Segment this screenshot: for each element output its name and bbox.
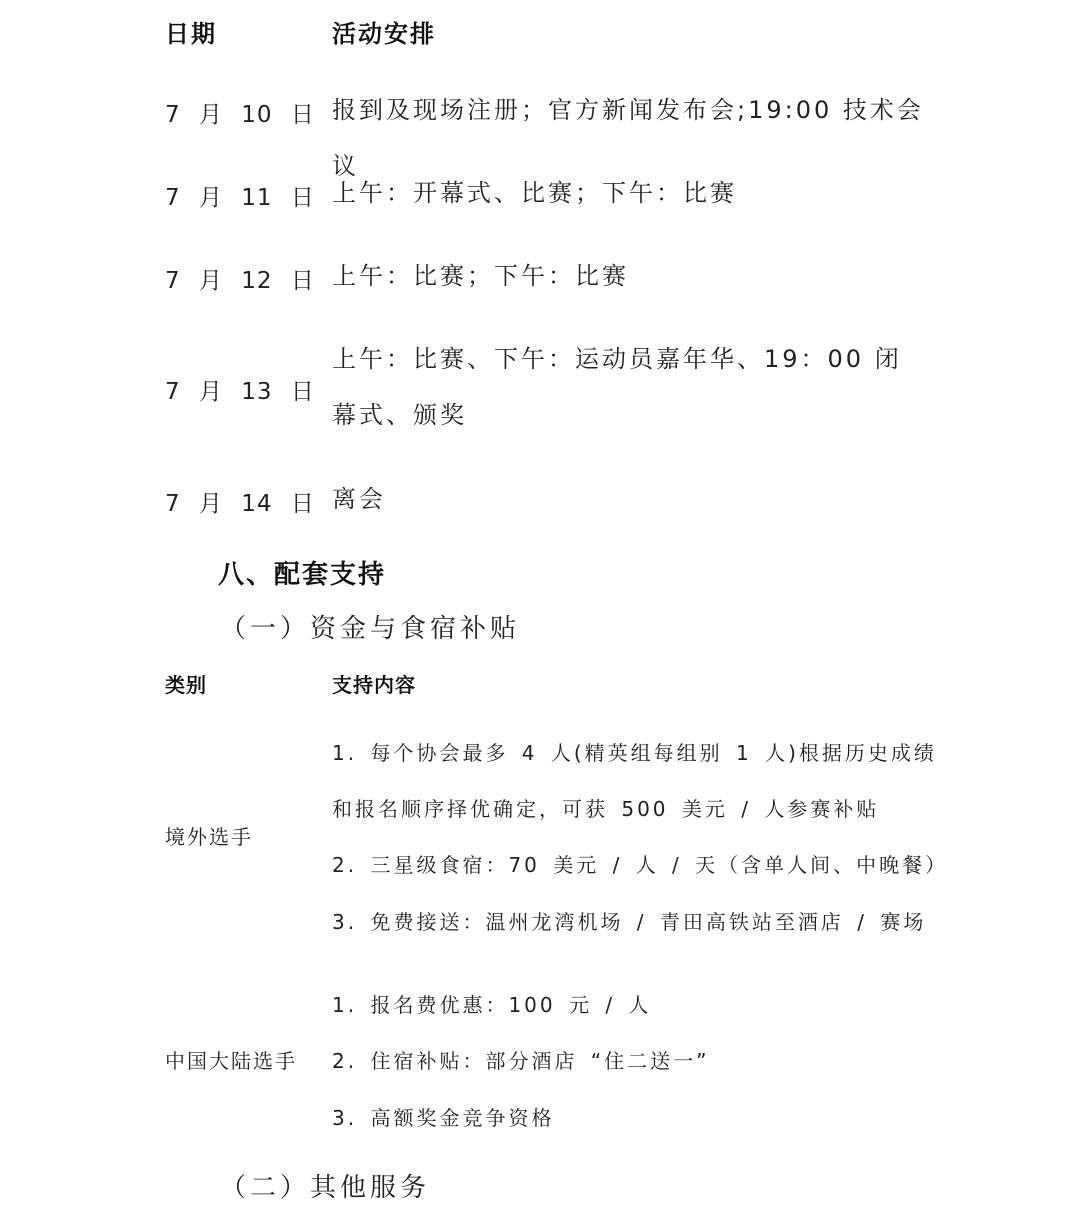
support-item: 1. 报名费优惠：100 元 / 人	[332, 993, 652, 1017]
schedule-row-activity: 上午：比赛、下午：运动员嘉年华、19：00 闭幕式、颁奖	[332, 345, 902, 429]
support-item: 2. 三星级食宿：70 美元 / 人 / 天（含单人间、中晚餐）	[332, 853, 949, 877]
support-item: 3. 高额奖金竞争资格	[332, 1106, 555, 1130]
support-header-content: 支持内容	[332, 673, 416, 697]
schedule-row-date: 7 月 10 日	[165, 102, 315, 128]
schedule-row-date: 7 月 14 日	[165, 491, 315, 517]
support-item: 2. 住宿补贴：部分酒店 “住二送一”	[332, 1049, 710, 1073]
support-item: 3. 免费接送：温州龙湾机场 / 青田高铁站至酒店 / 赛场	[332, 910, 927, 934]
schedule-row-date: 7 月 12 日	[165, 268, 315, 294]
support-category-overseas: 境外选手	[165, 825, 253, 849]
section-heading: 八、配套支持	[218, 560, 387, 590]
schedule-header-date: 日期	[165, 20, 217, 48]
schedule-row-activity: 上午：开幕式、比赛；下午：比赛	[332, 179, 737, 207]
support-item: 1. 每个协会最多 4 人(精英组每组别 1 人)根据历史成绩	[332, 741, 937, 765]
subsection-heading-other-services: （二）其他服务	[220, 1173, 431, 1203]
support-category-mainland: 中国大陆选手	[165, 1049, 297, 1073]
support-header-category: 类别	[165, 673, 207, 697]
support-item: 和报名顺序择优确定，可获 500 美元 / 人参赛补贴	[332, 797, 880, 821]
subsection-heading-funding: （一）资金与食宿补贴	[220, 614, 521, 644]
schedule-row-date: 7 月 13 日	[165, 379, 315, 405]
schedule-row-activity: 上午：比赛；下午：比赛	[332, 262, 629, 290]
schedule-row-activity: 离会	[332, 485, 386, 513]
schedule-row-activity: 报到及现场注册；官方新闻发布会;19:00 技术会议	[332, 96, 924, 180]
schedule-row-date: 7 月 11 日	[165, 185, 315, 211]
schedule-header-activity: 活动安排	[332, 20, 436, 48]
